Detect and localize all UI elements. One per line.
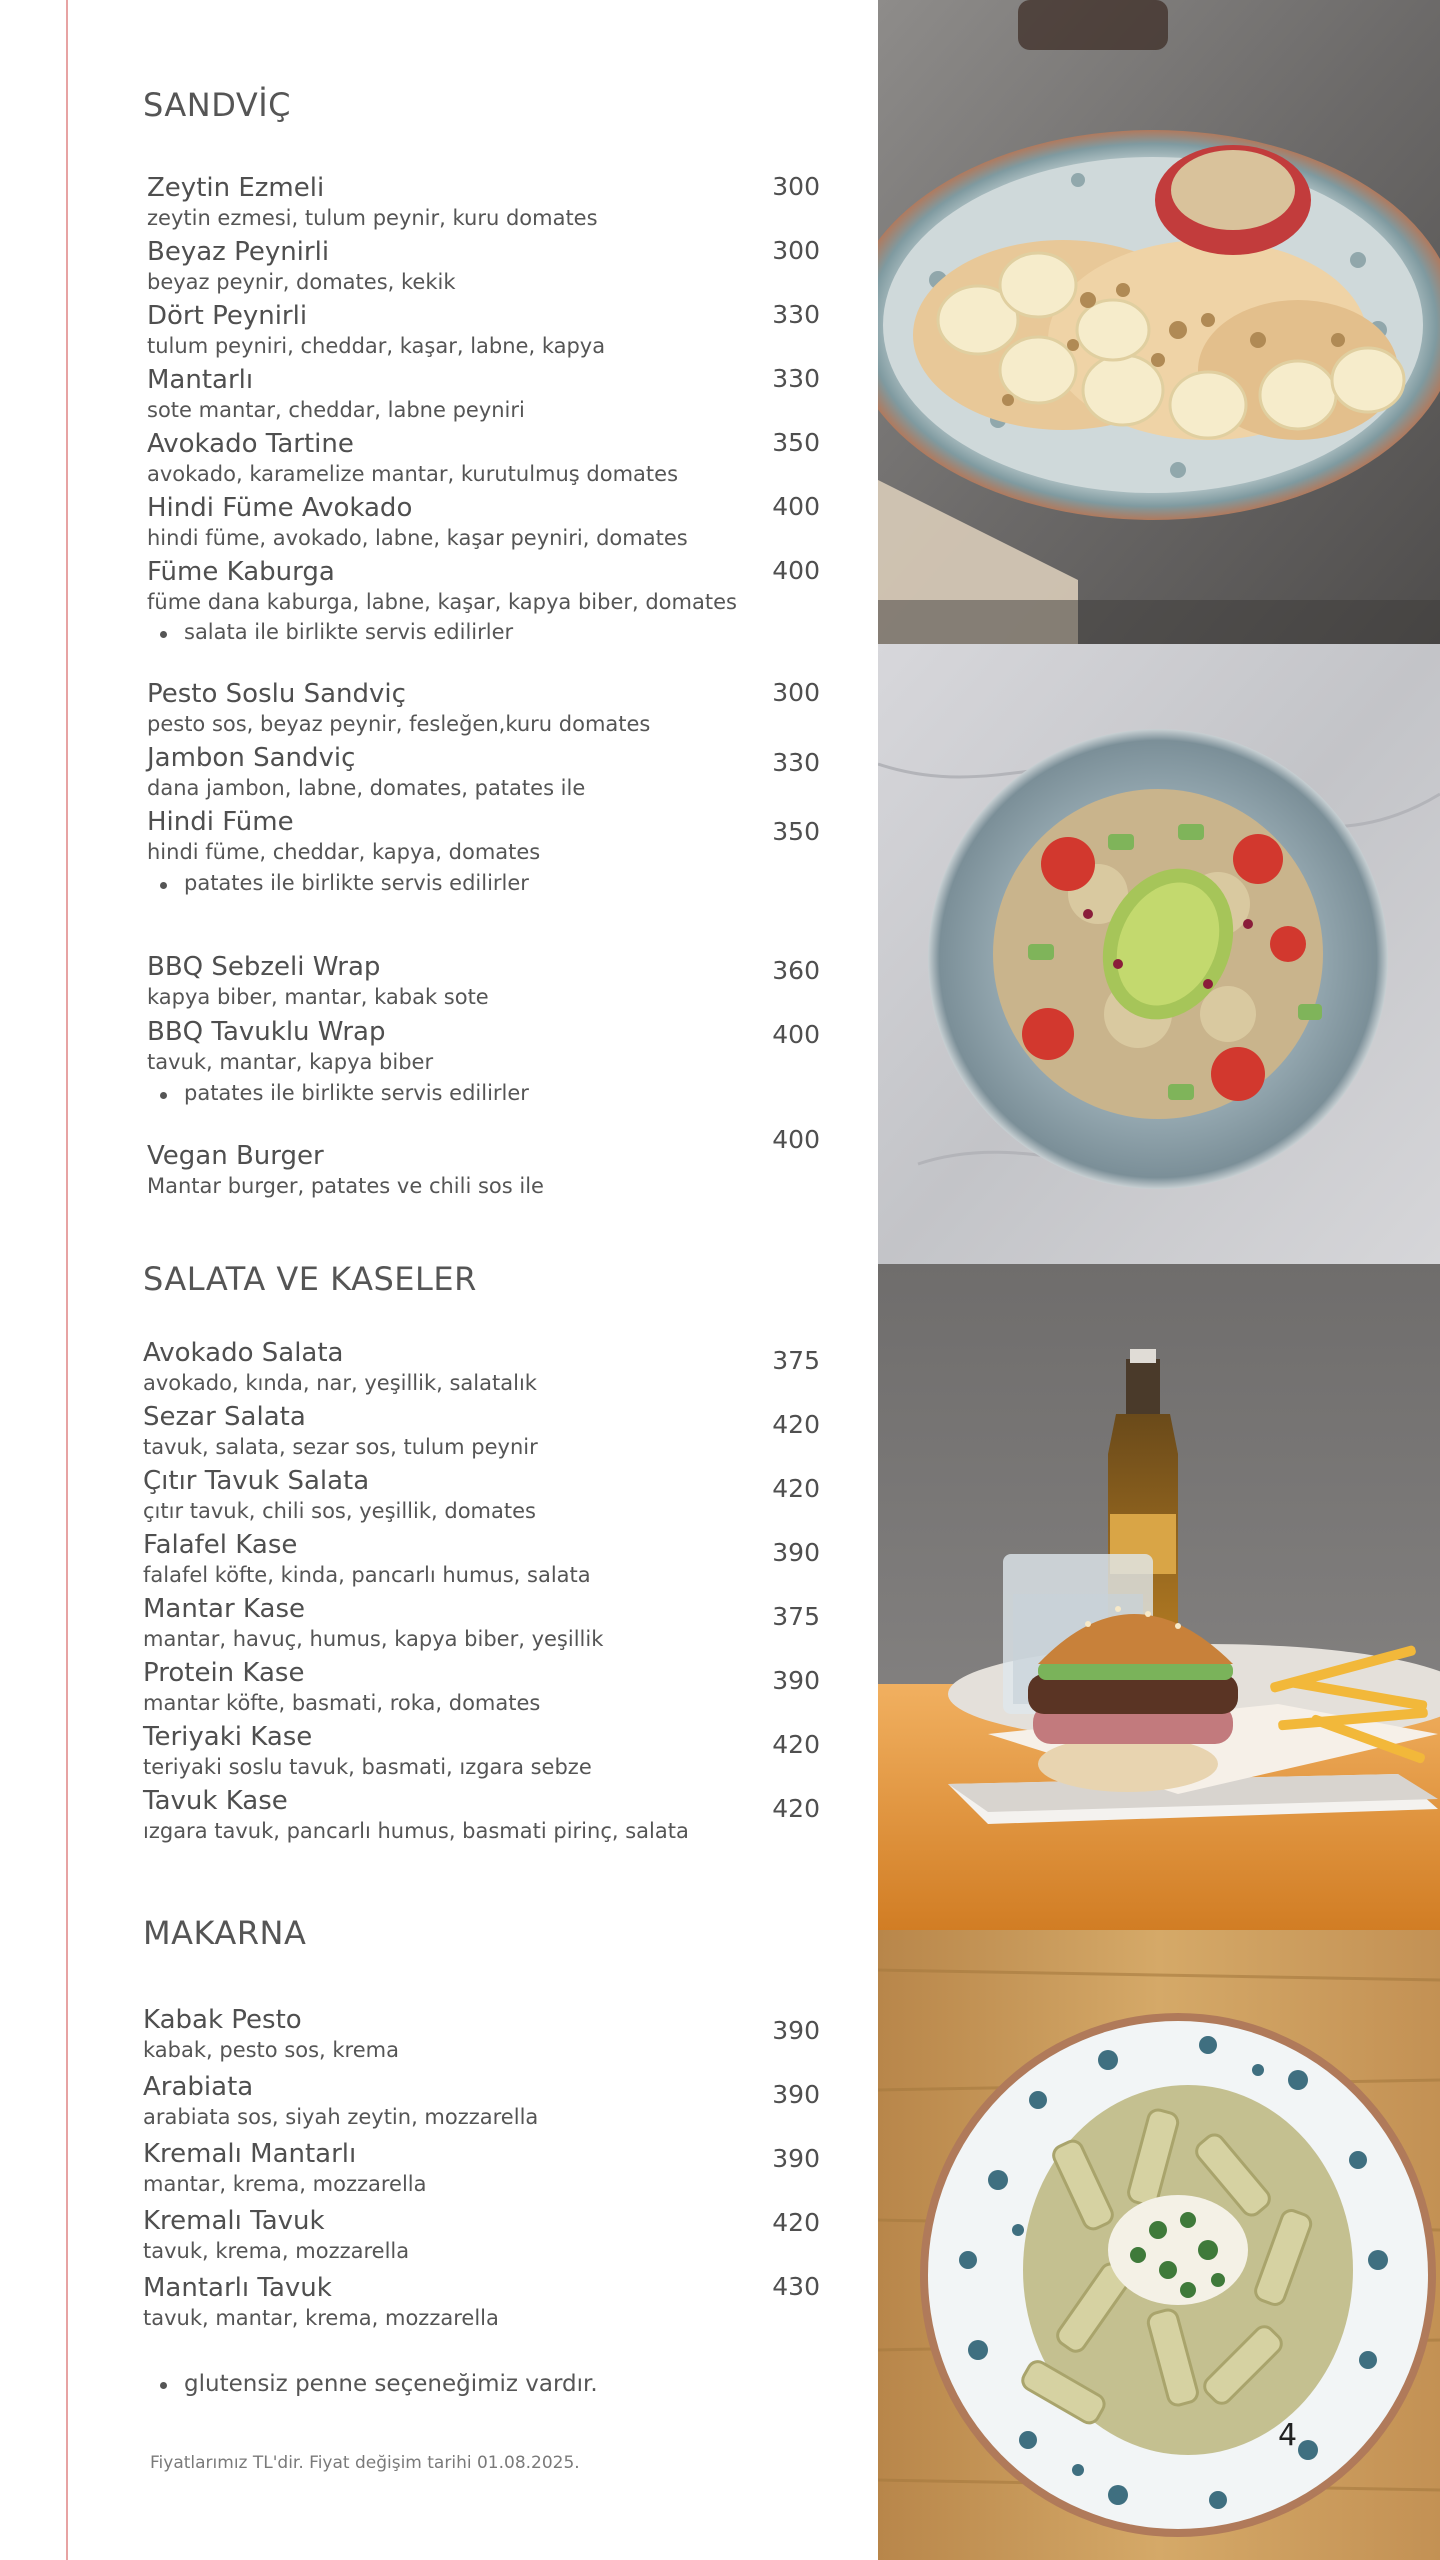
item-price: 300: [772, 172, 820, 201]
item-description: arabiata sos, siyah zeytin, mozzarella: [143, 2105, 539, 2129]
item-description: ızgara tavuk, pancarlı humus, basmati pirinç, salata: [143, 1819, 689, 1843]
item-name: Jambon Sandviç: [147, 743, 356, 773]
item-price: 400: [772, 492, 820, 521]
item-price: 375: [772, 1602, 820, 1631]
item-price: 300: [772, 678, 820, 707]
item-price: 400: [772, 1125, 820, 1154]
item-price: 330: [772, 748, 820, 777]
item-name: Mantarlı: [147, 365, 254, 395]
item-description: teriyaki soslu tavuk, basmati, ızgara sebze: [143, 1755, 592, 1779]
item-price: 420: [772, 1410, 820, 1439]
item-description: pesto sos, beyaz peynir, fesleğen,kuru domates: [147, 712, 651, 736]
serving-note: patates ile birlikte servis edilirler: [184, 1081, 529, 1105]
item-name: Kremalı Tavuk: [143, 2206, 325, 2236]
item-name: Kremalı Mantarlı: [143, 2139, 357, 2169]
item-name: Füme Kaburga: [147, 557, 335, 587]
item-name: Avokado Salata: [143, 1338, 344, 1368]
burger-photo: [878, 1264, 1440, 1930]
item-description: sote mantar, cheddar, labne peyniri: [147, 398, 525, 422]
item-name: Tavuk Kase: [143, 1786, 288, 1816]
gluten-free-note: glutensiz penne seçeneğimiz vardır.: [184, 2371, 598, 2397]
item-price: 420: [772, 2208, 820, 2237]
item-name: Protein Kase: [143, 1658, 305, 1688]
burger-photo-illustration: [878, 1264, 1440, 1930]
item-name: Avokado Tartine: [147, 429, 354, 459]
item-price: 375: [772, 1346, 820, 1375]
item-name: Pesto Soslu Sandviç: [147, 679, 406, 709]
item-description: avokado, karamelize mantar, kurutulmuş domates: [147, 462, 679, 486]
item-name: Teriyaki Kase: [143, 1722, 313, 1752]
item-name: Hindi Füme: [147, 807, 294, 837]
item-description: avokado, kında, nar, yeşillik, salatalık: [143, 1371, 537, 1395]
item-name: Mantarlı Tavuk: [143, 2273, 332, 2303]
item-price: 420: [772, 1794, 820, 1823]
price-footer-note: Fiyatlarımız TL'dir. Fiyat değişim tarihi 01.08.2025.: [150, 2453, 580, 2473]
item-description: tulum peyniri, cheddar, kaşar, labne, kapya: [147, 334, 606, 358]
item-name: Vegan Burger: [147, 1141, 324, 1171]
item-price: 390: [772, 2080, 820, 2109]
item-description: falafel köfte, kinda, pancarlı humus, salata: [143, 1563, 591, 1587]
item-description: füme dana kaburga, labne, kaşar, kapya biber, domates: [147, 590, 737, 614]
pancake-photo: [878, 0, 1440, 644]
item-description: tavuk, mantar, krema, mozzarella: [143, 2306, 499, 2330]
item-name: Kabak Pesto: [143, 2005, 302, 2035]
item-description: zeytin ezmesi, tulum peynir, kuru domates: [147, 206, 598, 230]
item-name: Arabiata: [143, 2072, 254, 2102]
item-description: hindi füme, avokado, labne, kaşar peyniri, domates: [147, 526, 688, 550]
item-price: 400: [772, 1020, 820, 1049]
item-description: beyaz peynir, domates, kekik: [147, 270, 456, 294]
item-description: çıtır tavuk, chili sos, yeşillik, domates: [143, 1499, 536, 1523]
item-name: BBQ Tavuklu Wrap: [147, 1017, 386, 1047]
pasta-photo: [878, 1930, 1440, 2560]
item-price: 300: [772, 236, 820, 265]
item-description: mantar, krema, mozzarella: [143, 2172, 427, 2196]
salad-photo: [878, 644, 1440, 1264]
item-description: mantar, havuç, humus, kapya biber, yeşillik: [143, 1627, 604, 1651]
item-price: 420: [772, 1474, 820, 1503]
item-price: 330: [772, 364, 820, 393]
serving-note: salata ile birlikte servis edilirler: [184, 620, 514, 644]
item-description: kapya biber, mantar, kabak sote: [147, 985, 489, 1009]
item-price: 390: [772, 2016, 820, 2045]
item-name: Dört Peynirli: [147, 301, 308, 331]
item-price: 390: [772, 2144, 820, 2173]
item-description: kabak, pesto sos, krema: [143, 2038, 399, 2062]
section-title-salata: SALATA VE KASELER: [143, 1260, 477, 1298]
item-name: Beyaz Peynirli: [147, 237, 330, 267]
item-price: 390: [772, 1538, 820, 1567]
item-name: Hindi Füme Avokado: [147, 493, 413, 523]
item-price: 430: [772, 2272, 820, 2301]
item-price: 350: [772, 428, 820, 457]
item-name: Çıtır Tavuk Salata: [143, 1466, 370, 1496]
item-name: Sezar Salata: [143, 1402, 306, 1432]
item-name: BBQ Sebzeli Wrap: [147, 952, 381, 982]
item-description: tavuk, krema, mozzarella: [143, 2239, 410, 2263]
item-price: 350: [772, 817, 820, 846]
section-title-sandvic: SANDVİÇ: [143, 86, 291, 124]
item-description: dana jambon, labne, domates, patates ile: [147, 776, 586, 800]
pasta-photo-illustration: [878, 1930, 1440, 2560]
item-description: hindi füme, cheddar, kapya, domates: [147, 840, 541, 864]
item-price: 400: [772, 556, 820, 585]
item-name: Falafel Kase: [143, 1530, 298, 1560]
section-title-makarna: MAKARNA: [143, 1914, 307, 1952]
item-description: tavuk, mantar, kapya biber: [147, 1050, 434, 1074]
salad-photo-illustration: [878, 644, 1440, 1264]
page-margin-line: [66, 0, 68, 2560]
item-description: mantar köfte, basmati, roka, domates: [143, 1691, 541, 1715]
item-price: 330: [772, 300, 820, 329]
item-name: Mantar Kase: [143, 1594, 305, 1624]
item-description: tavuk, salata, sezar sos, tulum peynir: [143, 1435, 538, 1459]
pancake-photo-illustration: [878, 0, 1440, 644]
item-price: 360: [772, 956, 820, 985]
page-number: 4: [1278, 2418, 1298, 2453]
serving-note: patates ile birlikte servis edilirler: [184, 871, 529, 895]
item-price: 390: [772, 1666, 820, 1695]
item-description: Mantar burger, patates ve chili sos ile: [147, 1174, 544, 1198]
item-price: 420: [772, 1730, 820, 1759]
item-name: Zeytin Ezmeli: [147, 173, 325, 203]
